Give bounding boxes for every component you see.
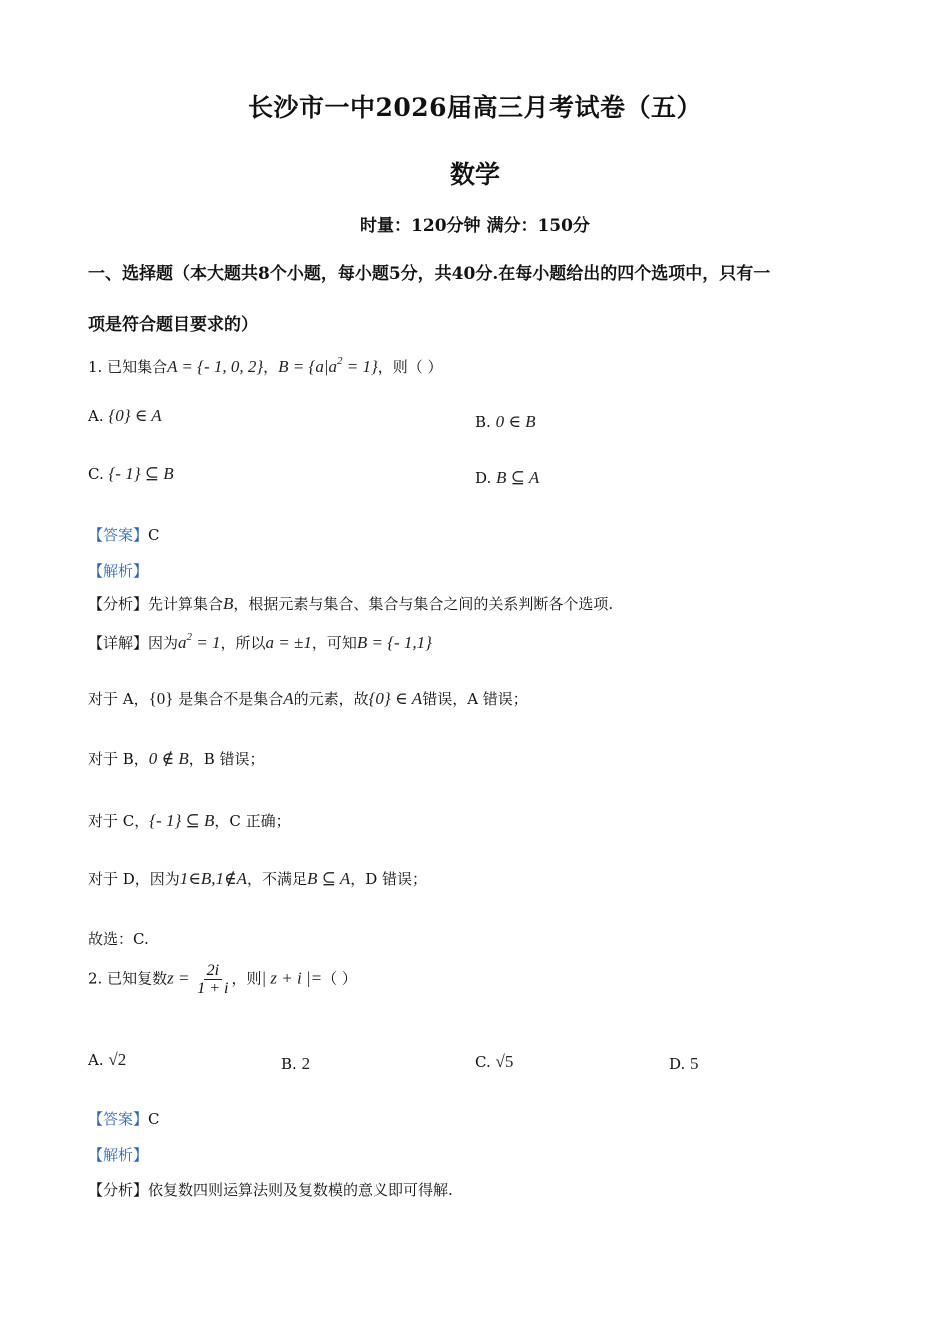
q1-set-a: A = {- 1, 0, 2}: [167, 357, 264, 376]
q1-set-b: $B = \{a|a^2 = 1\}$: [278, 355, 378, 376]
answer-tag: 【答案】: [88, 1110, 149, 1128]
q2-option-a: A. √2: [88, 1050, 127, 1069]
question-1: 1. 已知集合A = {- 1, 0, 2}，$B = \{a|a^2 = 1\}$，则（ ）: [88, 355, 443, 376]
q1-for-d: 对于 D，因为1∈B,1∉A，不满足B ⊆ A，D 错误；: [88, 869, 428, 888]
q1-option-b: B. 0 ∈ B: [475, 412, 536, 431]
q1-option-d: D. B ⊆ A: [475, 468, 540, 487]
q1-for-c: 对于 C，{- 1} ⊆ B，C 正确；: [88, 811, 291, 830]
q1-analysis-tag: 【解析】: [88, 562, 149, 580]
q2-fraction: $\frac{2i}{1 + i}$: [197, 962, 229, 997]
q1-conclusion: 故选：C.: [88, 930, 149, 948]
q2-option-c: C. √5: [475, 1052, 514, 1071]
exam-meta: 时量：120分钟 满分：150分: [360, 216, 590, 236]
answer-tag: 【答案】: [88, 526, 149, 544]
section-heading-line2: 项是符合题目要求的）: [88, 315, 258, 335]
q1-for-b: 对于 B，0 ∉ B，B 错误；: [88, 749, 265, 768]
q2-answer: 【答案】C: [88, 1110, 160, 1128]
question-2: 2. 已知复数z = $\frac{2i}{1 + i}$ ，则| z + i |=（ ）: [88, 962, 357, 997]
q2-fenxi: 【分析】依复数四则运算法则及复数模的意义即可得解.: [88, 1181, 453, 1199]
q2-analysis-tag: 【解析】: [88, 1146, 149, 1164]
q2-option-d: D. 5: [669, 1054, 699, 1073]
q1-option-c: C. {- 1} ⊆ B: [88, 464, 174, 483]
q1-for-a: 对于 A，{0} 是集合不是集合A的元素，故{0} ∈ A错误，A 错误；: [88, 689, 528, 708]
exam-title: 长沙市一中2026届高三月考试卷（五）: [247, 93, 703, 122]
section-heading-line1: 一、选择题（本大题共8个小题，每小题5分，共40分.在每小题给出的四个选项中，只有一: [88, 264, 771, 284]
q1-detail: 【详解】因为$a^2 = 1$，所以a = ±1，可知B = {- 1,1}: [88, 631, 432, 652]
q1-fenxi: 【分析】先计算集合B，根据元素与集合、集合与集合之间的关系判断各个选项.: [88, 594, 614, 613]
subject-title: 数学: [449, 160, 500, 189]
q1-answer: 【答案】C: [88, 526, 160, 544]
q1-option-a: A. {0} ∈ A: [88, 406, 162, 425]
q2-option-b: B. 2: [281, 1054, 311, 1073]
